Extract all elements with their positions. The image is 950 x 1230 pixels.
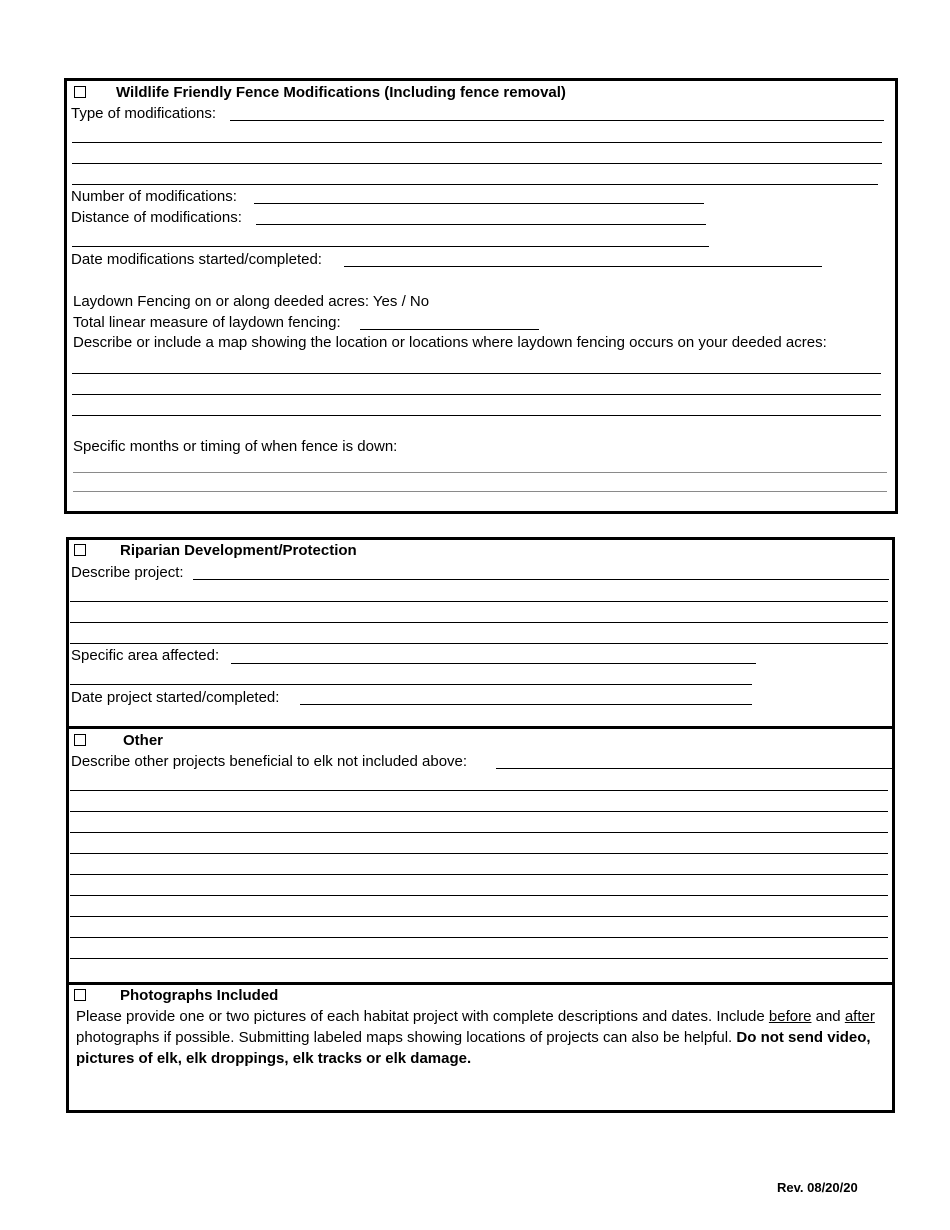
other-blank-line[interactable] <box>70 916 888 917</box>
other-blank-line[interactable] <box>70 790 888 791</box>
other-blank-line[interactable] <box>70 958 888 959</box>
specific-area-line[interactable] <box>231 663 756 664</box>
photos-before: before <box>768 1008 812 1025</box>
specific-area-blank-line[interactable] <box>70 684 752 685</box>
other-checkbox[interactable] <box>74 734 86 746</box>
riparian-blank-line[interactable] <box>70 643 888 644</box>
fence-blank-line[interactable] <box>72 142 882 143</box>
photos-heading: Photographs Included <box>120 987 279 1004</box>
revision-label: Rev. 08/20/20 <box>777 1180 858 1195</box>
riparian-blank-line[interactable] <box>70 622 888 623</box>
date-project-line[interactable] <box>300 704 752 705</box>
distance-blank-line[interactable] <box>72 246 709 247</box>
photos-instructions <box>76 1006 886 1069</box>
describe-project-label: Describe project: <box>71 564 184 581</box>
laydown-map-line[interactable] <box>72 394 881 395</box>
photos-after: after <box>844 1008 875 1025</box>
other-blank-line[interactable] <box>70 937 888 938</box>
other-blank-line[interactable] <box>70 832 888 833</box>
date-project-label: Date project started/completed: <box>71 689 280 706</box>
fence-timing-label: Specific months or timing of when fence is down: <box>73 438 398 455</box>
laydown-map-line[interactable] <box>72 415 881 416</box>
distance-of-modifications-label: Distance of modifications: <box>71 209 242 226</box>
linear-measure-label: Total linear measure of laydown fencing: <box>73 314 341 331</box>
other-blank-line[interactable] <box>70 895 888 896</box>
date-modifications-label: Date modifications started/completed: <box>71 251 322 268</box>
photos-text-1: Please provide one or two pictures of each habitat project with complete descriptions and dates. Include <box>76 1008 769 1025</box>
riparian-heading: Riparian Development/Protection <box>120 542 357 559</box>
date-modifications-line[interactable] <box>344 266 822 267</box>
photos-checkbox[interactable] <box>74 989 86 1001</box>
number-of-modifications-label: Number of modifications: <box>71 188 237 205</box>
type-of-modifications-label: Type of modifications: <box>71 105 217 122</box>
type-of-modifications-line[interactable] <box>230 120 884 121</box>
other-describe-label: Describe other projects beneficial to elk not included above: <box>71 753 468 770</box>
fence-blank-line[interactable] <box>72 184 878 185</box>
other-blank-line[interactable] <box>70 853 888 854</box>
laydown-map-label: Describe or include a map showing the location or locations where laydown fencing occurs on your deeded acres: <box>73 334 827 351</box>
number-of-modifications-line[interactable] <box>254 203 704 204</box>
other-heading: Other <box>123 732 164 749</box>
fence-blank-line[interactable] <box>72 163 882 164</box>
photos-text-2: and <box>811 1008 845 1025</box>
describe-project-line[interactable] <box>193 579 889 580</box>
distance-of-modifications-line[interactable] <box>256 224 706 225</box>
fence-checkbox[interactable] <box>74 86 86 98</box>
other-blank-line[interactable] <box>70 874 888 875</box>
photos-text-3: photographs if possible. Submitting labeled maps showing locations of projects can also be helpful. <box>76 1029 737 1046</box>
other-describe-line[interactable] <box>496 768 892 769</box>
fence-heading: Wildlife Friendly Fence Modifications (Including fence removal) <box>116 84 566 101</box>
other-blank-line[interactable] <box>70 811 888 812</box>
fence-timing-line[interactable] <box>73 472 887 473</box>
laydown-fencing-label: Laydown Fencing on or along deeded acres: Yes / No <box>73 293 430 310</box>
riparian-checkbox[interactable] <box>74 544 86 556</box>
riparian-blank-line[interactable] <box>70 601 888 602</box>
linear-measure-line[interactable] <box>360 329 539 330</box>
specific-area-label: Specific area affected: <box>71 647 220 664</box>
laydown-map-line[interactable] <box>72 373 881 374</box>
fence-timing-line[interactable] <box>73 491 887 492</box>
photos-warning: Do not send video, pictures of elk, elk droppings, elk tracks or elk damage. <box>76 1029 871 1067</box>
